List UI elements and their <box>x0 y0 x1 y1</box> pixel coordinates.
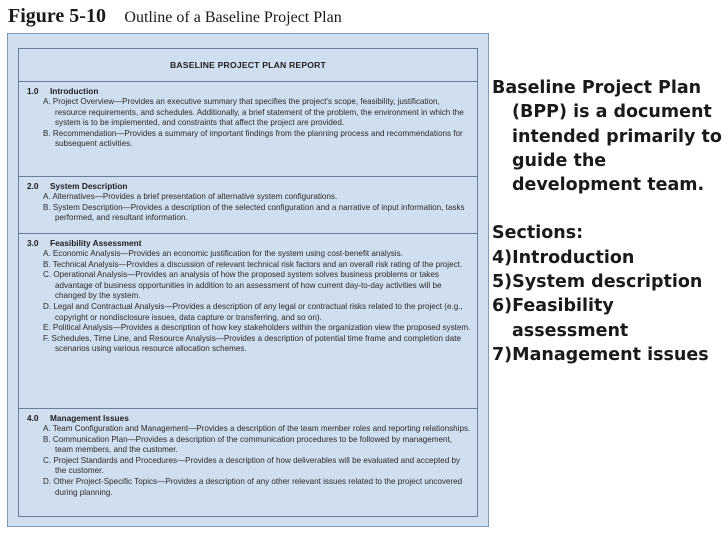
section-heading <box>27 238 471 249</box>
sections-list-item: 5)System description <box>492 272 703 293</box>
figure-title: Outline of a Baseline Project Plan <box>124 9 342 26</box>
section-item: B. Recommendation—Provides a summary of important findings from the planning process and recommendations for subsequent activities. <box>43 128 463 149</box>
section-title: System Description <box>50 181 128 191</box>
sections-list-item: 6)Feasibility assessment <box>492 296 629 341</box>
section-title: Feasibility Assessment <box>50 238 142 248</box>
section-title: Introduction <box>50 86 99 96</box>
section-item: A. Project Overview—Provides an executive summary that specifies the project's scope, feasibility, justification, resource requirements, and schedules. Additionally, a brief statement of the problem, the environment in which the system is to be implemented, and constraints that affect the project are provided. <box>43 97 464 128</box>
section-title: Management Issues <box>50 413 129 423</box>
report-outline <box>18 48 478 517</box>
section-item: F. Schedules, Time Line, and Resource Analysis—Provides a description of potential time frame and completion date scenarios using various resource allocation schemes. <box>43 333 461 354</box>
section-item: A. Alternatives—Provides a brief presentation of alternative system configurations. <box>43 192 338 201</box>
section-item: C. Project Standards and Procedures—Provides a description of how deliverables will be evaluated and accepted by the customer. <box>43 455 461 476</box>
section-number: 3.0 <box>27 238 39 248</box>
section-number: 1.0 <box>27 86 39 96</box>
section-item: A. Economic Analysis—Provides an economic justification for the system using cost-benefit analysis. <box>43 249 403 258</box>
section-system-description <box>19 177 477 234</box>
section-item: D. Legal and Contractual Analysis—Provides a description of any legal or contractual risks related to the project (e.g., copyright or nondisclosure issues, data capture or transferring, and so on). <box>43 301 463 322</box>
report-title: BASELINE PROJECT PLAN REPORT <box>19 49 477 82</box>
section-management-issues <box>19 409 477 517</box>
sections-list-item: 7)Management issues <box>492 344 709 365</box>
section-feasibility-assessment <box>19 234 477 409</box>
figure-panel <box>7 33 489 527</box>
section-item: C. Operational Analysis—Provides an analysis of how the proposed system solves business problems or takes advantage of business opportunities in addition to an assessment of how current day-to-day activities will be changed by the system. <box>43 270 442 301</box>
section-item: B. Communication Plan—Provides a description of the communication procedures to be followed by management, team members, and the customer. <box>43 434 452 455</box>
section-number: 4.0 <box>27 413 39 423</box>
section-heading <box>27 86 471 97</box>
section-item: A. Team Configuration and Management—Provides a description of the team member roles and reporting relationships. <box>43 424 471 433</box>
section-item: D. Other Project-Specific Topics—Provides a description of any other relevant issues related to the project uncovered during planning. <box>43 476 463 497</box>
section-number: 2.0 <box>27 181 39 191</box>
section-heading <box>27 413 471 424</box>
figure-caption <box>8 5 342 31</box>
bpp-description: Baseline Project Plan (BPP) is a document intended primarily to guide the development team. <box>492 78 722 196</box>
sections-heading: Sections: <box>492 223 584 244</box>
sections-list-item: 4)Introduction <box>492 247 635 268</box>
section-item: B. Technical Analysis—Provides a discussion of relevant technical risk factors and an overall risk rating of the project. <box>43 259 463 269</box>
spacer <box>492 197 724 221</box>
section-item: E. Political Analysis—Provides a description of how key stakeholders within the organization view the proposed system. <box>43 323 471 333</box>
section-introduction <box>19 82 477 177</box>
section-heading <box>27 181 471 192</box>
slide-notes <box>492 76 724 367</box>
figure-number: Figure 5-10 <box>8 5 106 27</box>
section-item: B. System Description—Provides a description of the selected configuration and a narrative of input information, tasks performed, and resultant information. <box>43 202 465 223</box>
